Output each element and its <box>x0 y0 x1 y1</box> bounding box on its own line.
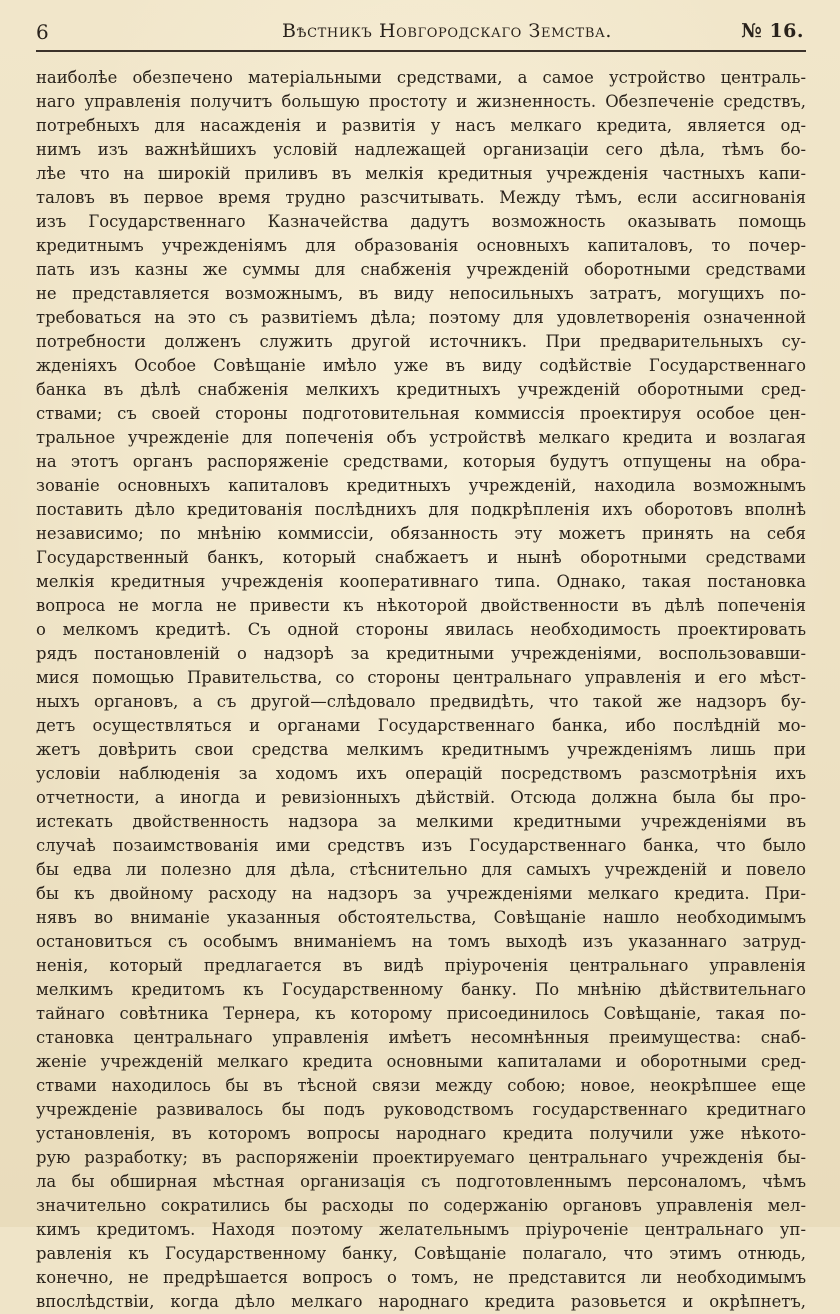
text-line: нимъ изъ важнѣйшихъ условій надлежащей организаціи сего дѣла, тѣмъ бо- <box>36 140 806 159</box>
text-line: становка центральнаго управленія имѣетъ несомнѣнныя преимущества: снаб- <box>36 1028 806 1047</box>
text-line: наго управленія получитъ большую простоту и жизненность. Обезпеченіе средствъ, <box>36 92 806 111</box>
text-line: потребныхъ для насажденія и развитія у насъ мелкаго кредита, является од- <box>36 116 806 135</box>
text-line: значительно сократились бы расходы по содержанію органовъ управленія мел- <box>36 1196 806 1215</box>
text-line: кимъ кредитомъ. Находя поэтому желательнымъ пріуроченіе центральнаго уп- <box>36 1220 806 1239</box>
text-line: учрежденіе развивалось бы подъ руководствомъ государственнаго кредитнаго <box>36 1100 806 1119</box>
text-line: тральное учрежденіе для попеченія объ устройствѣ мелкаго кредита и возлагая <box>36 428 806 447</box>
text-line: наиболѣе обезпечено матеріальными средствами, а самое устройство централь- <box>36 68 806 87</box>
text-line: детъ осуществляться и органами Государственнаго банка, ибо послѣдній мо- <box>36 716 806 735</box>
text-line: о мелкомъ кредитѣ. Съ одной стороны явилась необходимость проектировать <box>36 620 806 639</box>
text-line: установленія, въ которомъ вопросы народнаго кредита получили уже нѣкото- <box>36 1124 806 1143</box>
text-line: лѣе что на широкій приливъ въ мелкія кредитныя учрежденія частныхъ капи- <box>36 164 806 183</box>
text-line: нявъ во вниманіе указанныя обстоятельства, Совѣщаніе нашло необходимымъ <box>36 908 806 927</box>
text-line: отчетности, а иногда и ревизіонныхъ дѣйствій. Отсюда должна была бы про- <box>36 788 806 807</box>
text-line: зованіе основныхъ капиталовъ кредитныхъ учрежденій, находила возможнымъ <box>36 476 806 495</box>
text-line: случаѣ позаимствованія ими средствъ изъ Государственнаго банка, что было <box>36 836 806 855</box>
text-line: мелкимъ кредитомъ къ Государственному банку. По мнѣнію дѣйствительнаго <box>36 980 806 999</box>
text-line: женіе учрежденій мелкаго кредита основными капиталами и оборотными сред- <box>36 1052 806 1071</box>
text-line: на этотъ органъ распоряженіе средствами, которыя будутъ отпущены на обра- <box>36 452 806 471</box>
header-rule <box>36 50 806 52</box>
text-line: независимо; по мнѣнію коммиссіи, обязанность эту можетъ принять на себя <box>36 524 806 543</box>
text-line: конечно, не предрѣшается вопросъ о томъ, не представится ли необходимымъ <box>36 1268 806 1287</box>
page-number: 6 <box>36 20 50 44</box>
text-line: ствами; съ своей стороны подготовительная коммиссія проектируя особое цен- <box>36 404 806 423</box>
text-line: вопроса не могла не привести къ нѣкоторой двойственности въ дѣлѣ попеченія <box>36 596 806 615</box>
text-line: ненія, который предлагается въ видѣ пріуроченія центральнаго управленія <box>36 956 806 975</box>
text-line: жденіяхъ Особое Совѣщаніе имѣло уже въ виду содѣйствіе Государственнаго <box>36 356 806 375</box>
journal-title: Вѣстникъ Новгородскаго Земства. <box>282 20 613 42</box>
body-text <box>36 66 806 1314</box>
text-line: рую разработку; въ распоряженіи проектируемаго центральнаго учрежденія бы- <box>36 1148 806 1167</box>
issue-number: № 16. <box>741 20 804 42</box>
text-line: пать изъ казны же суммы для снабженія учрежденій оборотными средствами <box>36 260 806 279</box>
page-header <box>36 16 804 46</box>
text-line: таловъ въ первое время трудно разсчитывать. Между тѣмъ, если ассигнованія <box>36 188 806 207</box>
text-line: условіи наблюденія за ходомъ ихъ операцій посредствомъ разсмотрѣнія ихъ <box>36 764 806 783</box>
text-line: мелкія кредитныя учрежденія кооперативнаго типа. Однако, такая постановка <box>36 572 806 591</box>
text-line: равленія къ Государственному банку, Совѣщаніе полагало, что этимъ отнюдь, <box>36 1244 806 1263</box>
text-line: ствами находилось бы въ тѣсной связи между собою; новое, неокрѣпшее еще <box>36 1076 806 1095</box>
text-line: поставить дѣло кредитованія послѣднихъ для подкрѣпленія ихъ оборотовъ вполнѣ <box>36 500 806 519</box>
text-line: жетъ довѣрить свои средства мелкимъ кредитнымъ учрежденіямъ лишь при <box>36 740 806 759</box>
text-line: ла бы обширная мѣстная организація съ подготовленнымъ персоналомъ, чѣмъ <box>36 1172 806 1191</box>
text-line: банка въ дѣлѣ снабженія мелкихъ кредитныхъ учрежденій оборотными сред- <box>36 380 806 399</box>
text-line: не представляется возможнымъ, въ виду непосильныхъ затратъ, могущихъ по- <box>36 284 806 303</box>
text-line: тайнаго совѣтника Тернера, къ которому присоединилось Совѣщаніе, такая по- <box>36 1004 806 1023</box>
text-line: рядъ постановленій о надзорѣ за кредитными учрежденіями, воспользовавши- <box>36 644 806 663</box>
text-line: Государственный банкъ, который снабжаетъ и нынѣ оборотными средствами <box>36 548 806 567</box>
text-line: бы едва ли полезно для дѣла, стѣснительно для самыхъ учрежденій и повело <box>36 860 806 879</box>
text-line: изъ Государственнаго Казначейства дадутъ возможность оказывать помощь <box>36 212 806 231</box>
text-line: бы къ двойному расходу на надзоръ за учрежденіями мелкаго кредита. При- <box>36 884 806 903</box>
text-line: впослѣдствіи, когда дѣло мелкаго народнаго кредита разовьется и окрѣпнетъ, <box>36 1292 806 1311</box>
text-line: мися помощью Правительства, со стороны центральнаго управленія и его мѣст- <box>36 668 806 687</box>
text-line: ныхъ органовъ, а съ другой—слѣдовало предвидѣть, что такой же надзоръ бу- <box>36 692 806 711</box>
text-line: истекать двойственность надзора за мелкими кредитными учрежденіями въ <box>36 812 806 831</box>
text-line: потребности долженъ служить другой источникъ. При предварительныхъ су- <box>36 332 806 351</box>
text-line: кредитнымъ учрежденіямъ для образованія основныхъ капиталовъ, то почер- <box>36 236 806 255</box>
text-line: остановиться съ особымъ вниманіемъ на томъ выходѣ изъ указаннаго затруд- <box>36 932 806 951</box>
text-line: требоваться на это съ развитіемъ дѣла; поэтому для удовлетворенія означенной <box>36 308 806 327</box>
